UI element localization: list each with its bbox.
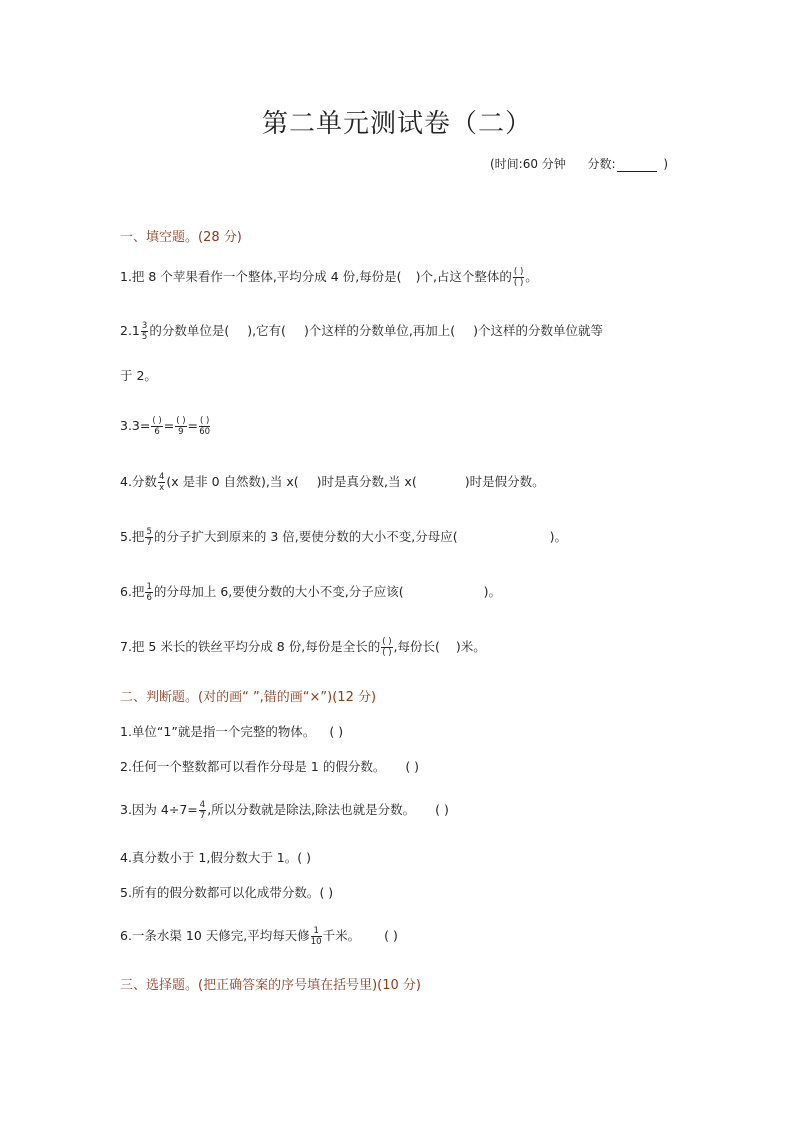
fraction: $\frac{1}{6}$ xyxy=(146,582,152,603)
exam-meta xyxy=(490,155,668,172)
question-1-7: 7.把 5 米长的铁丝平均分成 8 份,每份是全长的 $\frac{( )}{( )}$ ,每份长( )米。 xyxy=(120,637,486,658)
tf-item-5: 5.所有的假分数都可以化成带分数。( ) xyxy=(120,885,334,900)
score-blank[interactable] xyxy=(617,159,657,172)
tf-item-6: 6.一条水渠 10 天修完,平均每天修 $\frac{1}{10}$ 千米。 ( ) xyxy=(120,926,398,947)
section-heading-multiple-choice: 三、选择题。(把正确答案的序号填在括号里)(10 分) xyxy=(120,978,421,993)
fraction: $\frac{( )}{( )}$ xyxy=(513,267,524,288)
fraction: $\frac{( )}{( )}$ xyxy=(382,637,392,658)
fraction: $\frac{( )}{9}$ xyxy=(176,416,186,437)
fraction: $\frac{5}{7}$ xyxy=(146,527,152,548)
answer-paren[interactable]: ( ) xyxy=(329,724,344,739)
time-label: (时间:60 分钟 xyxy=(489,157,566,171)
fraction: $\frac{( )}{60}$ xyxy=(199,416,211,437)
question-1-1: 1.把 8 个苹果看作一个整体,平均分成 4 份,每份是( )个,占这个整体的 $\frac{( )}{( )}$ 。 xyxy=(120,267,538,288)
fraction: $\frac{3}{5}$ xyxy=(141,321,148,342)
tf-item-3: 3.因为 4÷7= $\frac{4}{7}$ ,所以分数就是除法,除法也就是分数。 ( ) xyxy=(120,800,449,821)
question-1-2: 2.1 $\frac{3}{5}$ 的分数单位是( ),它有( )个这样的分数单位,再加上( )个这样的分数单位就等 xyxy=(120,321,604,342)
question-1-2-cont: 于 2。 xyxy=(120,368,157,383)
section-heading-true-false: 二、判断题。(对的画“ ”,错的画“×”)(12 分) xyxy=(120,690,377,705)
question-1-6: 6.把 $\frac{1}{6}$ 的分母加上 6,要使分数的大小不变,分子应该( )。 xyxy=(120,582,502,603)
page-title: 第二单元测试卷（二） xyxy=(261,109,532,139)
answer-paren[interactable]: ( ) xyxy=(319,885,334,900)
fraction: $\frac{1}{10}$ xyxy=(310,926,322,947)
section-heading-fill-in: 一、填空题。(28 分) xyxy=(120,230,242,245)
answer-paren[interactable]: ( ) xyxy=(405,759,420,774)
tf-item-4: 4.真分数小于 1,假分数大于 1。( ) xyxy=(120,850,311,865)
tf-item-2: 2.任何一个整数都可以看作分母是 1 的假分数。 ( ) xyxy=(120,759,420,774)
question-1-5: 5.把 $\frac{5}{7}$ 的分子扩大到原来的 3 倍,要使分数的大小不变,分母应( )。 xyxy=(120,527,567,548)
score-label: 分数: xyxy=(587,157,616,171)
question-1-3: 3.3= $\frac{( )}{6}$ = $\frac{( )}{9}$ = $\frac{( )}{60}$ xyxy=(120,416,211,437)
question-1-4: 4.分数 $\frac{4}{x}$ (x 是非 0 自然数),当 x( )时是真分数,当 x( )时是假分数。 xyxy=(120,472,545,493)
answer-paren[interactable]: ( ) xyxy=(435,802,449,817)
fraction: $\frac{4}{7}$ xyxy=(199,800,206,821)
fraction: $\frac{4}{x}$ xyxy=(158,472,165,493)
fraction: $\frac{( )}{6}$ xyxy=(152,416,162,437)
tf-item-1: 1.单位“1”就是指一个完整的物体。 ( ) xyxy=(120,724,344,739)
score-close: ) xyxy=(663,157,668,171)
answer-paren[interactable]: ( ) xyxy=(384,928,398,943)
answer-paren[interactable]: ( ) xyxy=(297,850,311,865)
